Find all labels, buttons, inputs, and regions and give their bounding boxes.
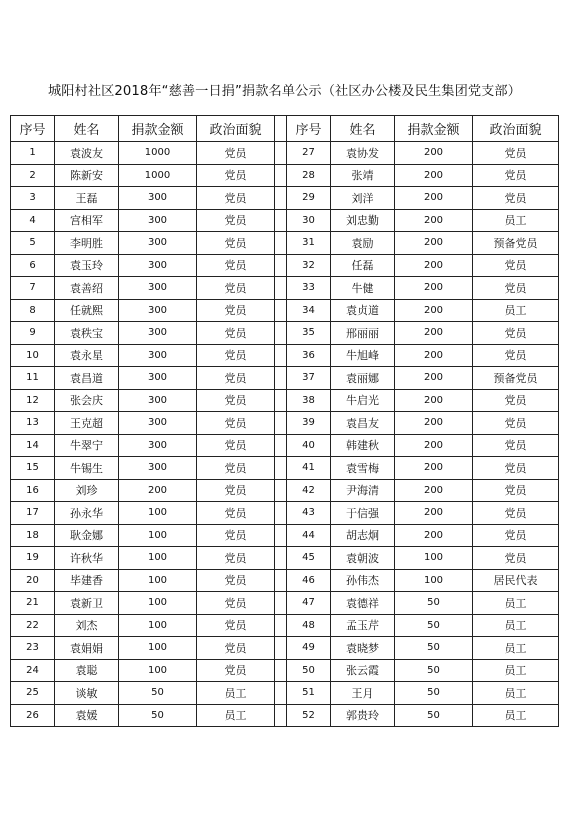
column-gap [275, 116, 287, 142]
donation-amount-cell-right: 100 [395, 547, 473, 570]
donation-amount-cell-left: 300 [119, 277, 197, 300]
donation-amount-cell-right: 200 [395, 524, 473, 547]
donor-name-cell-right: 袁雪梅 [331, 457, 395, 480]
index-cell-right: 36 [287, 344, 331, 367]
political-status-cell-right: 员工 [473, 704, 559, 727]
index-cell-left: 16 [11, 479, 55, 502]
header-name-right: 姓名 [331, 116, 395, 142]
header-amount-left: 捐款金额 [119, 116, 197, 142]
index-cell-right: 32 [287, 254, 331, 277]
donation-table [10, 115, 559, 727]
donation-amount-cell-left: 1000 [119, 142, 197, 165]
donor-name-cell-left: 袁媛 [55, 704, 119, 727]
index-cell-right: 38 [287, 389, 331, 412]
column-gap [275, 524, 287, 547]
table-row [11, 457, 559, 480]
political-status-cell-right: 居民代表 [473, 569, 559, 592]
index-cell-left: 21 [11, 592, 55, 615]
column-gap [275, 434, 287, 457]
donation-amount-cell-right: 200 [395, 232, 473, 255]
index-cell-right: 34 [287, 299, 331, 322]
donation-amount-cell-left: 100 [119, 637, 197, 660]
donor-name-cell-right: 胡志炯 [331, 524, 395, 547]
index-cell-left: 20 [11, 569, 55, 592]
column-gap [275, 367, 287, 390]
donor-name-cell-left: 孙永华 [55, 502, 119, 525]
political-status-cell-right: 员工 [473, 659, 559, 682]
donation-amount-cell-right: 200 [395, 502, 473, 525]
column-gap [275, 254, 287, 277]
index-cell-right: 44 [287, 524, 331, 547]
political-status-cell-left: 党员 [197, 637, 275, 660]
donation-amount-cell-right: 200 [395, 187, 473, 210]
donor-name-cell-right: 袁德祥 [331, 592, 395, 615]
page-title: 城阳村社区2018年“慈善一日捐”捐款名单公示（社区办公楼及民生集团党支部） [47, 84, 522, 99]
donation-amount-cell-left: 300 [119, 389, 197, 412]
table-row [11, 502, 559, 525]
political-status-cell-left: 党员 [197, 457, 275, 480]
donation-amount-cell-left: 100 [119, 592, 197, 615]
index-cell-left: 8 [11, 299, 55, 322]
political-status-cell-left: 党员 [197, 614, 275, 637]
index-cell-right: 30 [287, 209, 331, 232]
donor-name-cell-right: 牛健 [331, 277, 395, 300]
donor-name-cell-left: 王磊 [55, 187, 119, 210]
column-gap [275, 232, 287, 255]
donor-name-cell-left: 牛锡生 [55, 457, 119, 480]
index-cell-right: 45 [287, 547, 331, 570]
donor-name-cell-right: 郭贵玲 [331, 704, 395, 727]
donation-amount-cell-left: 300 [119, 187, 197, 210]
table-row [11, 592, 559, 615]
donation-amount-cell-left: 200 [119, 479, 197, 502]
political-status-cell-left: 党员 [197, 569, 275, 592]
donor-name-cell-right: 尹海清 [331, 479, 395, 502]
table-header-row [11, 116, 559, 142]
table-row [11, 569, 559, 592]
political-status-cell-left: 党员 [197, 479, 275, 502]
donation-amount-cell-left: 1000 [119, 164, 197, 187]
donor-name-cell-left: 袁善绍 [55, 277, 119, 300]
donor-name-cell-right: 牛启光 [331, 389, 395, 412]
donor-name-cell-right: 牛旭峰 [331, 344, 395, 367]
index-cell-right: 47 [287, 592, 331, 615]
political-status-cell-right: 党员 [473, 502, 559, 525]
political-status-cell-right: 党员 [473, 389, 559, 412]
donation-amount-cell-left: 100 [119, 547, 197, 570]
political-status-cell-left: 党员 [197, 502, 275, 525]
donor-name-cell-right: 任磊 [331, 254, 395, 277]
political-status-cell-left: 党员 [197, 592, 275, 615]
donor-name-cell-left: 刘珍 [55, 479, 119, 502]
column-gap [275, 412, 287, 435]
column-gap [275, 142, 287, 165]
table-row [11, 142, 559, 165]
index-cell-right: 39 [287, 412, 331, 435]
political-status-cell-left: 党员 [197, 434, 275, 457]
donor-name-cell-right: 孙伟杰 [331, 569, 395, 592]
index-cell-left: 19 [11, 547, 55, 570]
table-row [11, 479, 559, 502]
donation-amount-cell-right: 200 [395, 389, 473, 412]
donation-amount-cell-left: 100 [119, 569, 197, 592]
political-status-cell-right: 党员 [473, 164, 559, 187]
index-cell-right: 42 [287, 479, 331, 502]
index-cell-right: 50 [287, 659, 331, 682]
donation-amount-cell-left: 300 [119, 209, 197, 232]
index-cell-left: 24 [11, 659, 55, 682]
political-status-cell-right: 员工 [473, 299, 559, 322]
donation-amount-cell-right: 200 [395, 299, 473, 322]
index-cell-right: 40 [287, 434, 331, 457]
donor-name-cell-left: 袁波友 [55, 142, 119, 165]
donation-amount-cell-left: 100 [119, 659, 197, 682]
column-gap [275, 457, 287, 480]
donor-name-cell-right: 张云霞 [331, 659, 395, 682]
donor-name-cell-left: 谈敏 [55, 682, 119, 705]
table-row [11, 524, 559, 547]
column-gap [275, 682, 287, 705]
political-status-cell-right: 党员 [473, 142, 559, 165]
donation-amount-cell-left: 300 [119, 457, 197, 480]
political-status-cell-left: 党员 [197, 232, 275, 255]
donor-name-cell-left: 袁玉玲 [55, 254, 119, 277]
index-cell-right: 29 [287, 187, 331, 210]
political-status-cell-left: 党员 [197, 547, 275, 570]
donation-amount-cell-left: 50 [119, 704, 197, 727]
political-status-cell-right: 员工 [473, 614, 559, 637]
table-row [11, 614, 559, 637]
table-row [11, 412, 559, 435]
political-status-cell-left: 党员 [197, 277, 275, 300]
column-gap [275, 164, 287, 187]
donor-name-cell-left: 袁永星 [55, 344, 119, 367]
index-cell-left: 3 [11, 187, 55, 210]
column-gap [275, 614, 287, 637]
donation-amount-cell-right: 200 [395, 209, 473, 232]
donation-amount-cell-right: 50 [395, 637, 473, 660]
donor-name-cell-left: 陈新安 [55, 164, 119, 187]
donation-amount-cell-left: 300 [119, 412, 197, 435]
political-status-cell-right: 员工 [473, 682, 559, 705]
donation-amount-cell-left: 100 [119, 524, 197, 547]
index-cell-left: 13 [11, 412, 55, 435]
donor-name-cell-left: 毕建香 [55, 569, 119, 592]
donor-name-cell-left: 王克超 [55, 412, 119, 435]
political-status-cell-right: 员工 [473, 637, 559, 660]
table-row [11, 277, 559, 300]
donation-amount-cell-left: 100 [119, 614, 197, 637]
donation-amount-cell-left: 300 [119, 299, 197, 322]
index-cell-left: 18 [11, 524, 55, 547]
donation-amount-cell-right: 200 [395, 277, 473, 300]
index-cell-right: 41 [287, 457, 331, 480]
index-cell-right: 37 [287, 367, 331, 390]
donation-amount-cell-right: 100 [395, 569, 473, 592]
donor-name-cell-left: 任就熙 [55, 299, 119, 322]
index-cell-right: 48 [287, 614, 331, 637]
header-political-status-left: 政治面貌 [197, 116, 275, 142]
column-gap [275, 187, 287, 210]
political-status-cell-right: 党员 [473, 457, 559, 480]
index-cell-right: 35 [287, 322, 331, 345]
index-cell-left: 4 [11, 209, 55, 232]
political-status-cell-right: 员工 [473, 209, 559, 232]
donor-name-cell-right: 王月 [331, 682, 395, 705]
index-cell-right: 51 [287, 682, 331, 705]
column-gap [275, 209, 287, 232]
index-cell-right: 28 [287, 164, 331, 187]
political-status-cell-left: 党员 [197, 209, 275, 232]
donation-amount-cell-right: 50 [395, 592, 473, 615]
column-gap [275, 704, 287, 727]
donor-name-cell-left: 袁新卫 [55, 592, 119, 615]
donation-amount-cell-right: 200 [395, 412, 473, 435]
donation-amount-cell-left: 50 [119, 682, 197, 705]
table-row [11, 704, 559, 727]
donor-name-cell-right: 韩建秋 [331, 434, 395, 457]
index-cell-right: 33 [287, 277, 331, 300]
political-status-cell-left: 党员 [197, 344, 275, 367]
political-status-cell-left: 党员 [197, 254, 275, 277]
index-cell-left: 1 [11, 142, 55, 165]
donation-amount-cell-left: 300 [119, 367, 197, 390]
table-row [11, 344, 559, 367]
donor-name-cell-right: 袁贞道 [331, 299, 395, 322]
donor-name-cell-left: 张会庆 [55, 389, 119, 412]
table-row [11, 232, 559, 255]
political-status-cell-left: 党员 [197, 164, 275, 187]
political-status-cell-left: 员工 [197, 704, 275, 727]
header-index-right: 序号 [287, 116, 331, 142]
index-cell-left: 26 [11, 704, 55, 727]
donor-name-cell-left: 宫相军 [55, 209, 119, 232]
political-status-cell-right: 员工 [473, 592, 559, 615]
donation-amount-cell-right: 200 [395, 457, 473, 480]
index-cell-left: 2 [11, 164, 55, 187]
index-cell-left: 6 [11, 254, 55, 277]
column-gap [275, 659, 287, 682]
donor-name-cell-right: 邢丽丽 [331, 322, 395, 345]
donor-name-cell-right: 袁昌友 [331, 412, 395, 435]
index-cell-right: 27 [287, 142, 331, 165]
table-row [11, 547, 559, 570]
political-status-cell-right: 党员 [473, 547, 559, 570]
donation-amount-cell-right: 200 [395, 434, 473, 457]
table-row [11, 367, 559, 390]
index-cell-left: 15 [11, 457, 55, 480]
column-gap [275, 569, 287, 592]
index-cell-left: 25 [11, 682, 55, 705]
column-gap [275, 547, 287, 570]
index-cell-left: 5 [11, 232, 55, 255]
political-status-cell-right: 党员 [473, 344, 559, 367]
donor-name-cell-right: 袁晓梦 [331, 637, 395, 660]
political-status-cell-left: 党员 [197, 187, 275, 210]
donation-amount-cell-right: 200 [395, 479, 473, 502]
column-gap [275, 322, 287, 345]
donor-name-cell-left: 袁聪 [55, 659, 119, 682]
political-status-cell-left: 党员 [197, 299, 275, 322]
table-row [11, 389, 559, 412]
column-gap [275, 389, 287, 412]
donor-name-cell-left: 李明胜 [55, 232, 119, 255]
table-row [11, 322, 559, 345]
donor-name-cell-right: 袁协发 [331, 142, 395, 165]
donation-amount-cell-left: 300 [119, 232, 197, 255]
table-body [11, 142, 559, 727]
political-status-cell-right: 党员 [473, 479, 559, 502]
index-cell-left: 23 [11, 637, 55, 660]
index-cell-left: 7 [11, 277, 55, 300]
table-row [11, 164, 559, 187]
donor-name-cell-right: 刘忠勤 [331, 209, 395, 232]
donor-name-cell-left: 袁秩宝 [55, 322, 119, 345]
index-cell-right: 43 [287, 502, 331, 525]
donor-name-cell-left: 袁娟娟 [55, 637, 119, 660]
donation-amount-cell-right: 50 [395, 614, 473, 637]
index-cell-left: 22 [11, 614, 55, 637]
table-row [11, 637, 559, 660]
index-cell-right: 31 [287, 232, 331, 255]
donation-amount-cell-left: 100 [119, 502, 197, 525]
donor-name-cell-right: 孟玉芹 [331, 614, 395, 637]
donation-amount-cell-right: 200 [395, 367, 473, 390]
political-status-cell-left: 党员 [197, 412, 275, 435]
donor-name-cell-right: 刘洋 [331, 187, 395, 210]
table-row [11, 209, 559, 232]
donor-name-cell-right: 袁励 [331, 232, 395, 255]
index-cell-right: 49 [287, 637, 331, 660]
political-status-cell-left: 党员 [197, 659, 275, 682]
donor-name-cell-right: 袁朝波 [331, 547, 395, 570]
political-status-cell-right: 预备党员 [473, 367, 559, 390]
column-gap [275, 344, 287, 367]
table-row [11, 434, 559, 457]
donation-amount-cell-left: 300 [119, 254, 197, 277]
index-cell-left: 14 [11, 434, 55, 457]
political-status-cell-right: 党员 [473, 412, 559, 435]
index-cell-left: 12 [11, 389, 55, 412]
political-status-cell-left: 党员 [197, 322, 275, 345]
header-amount-right: 捐款金额 [395, 116, 473, 142]
index-cell-left: 17 [11, 502, 55, 525]
political-status-cell-right: 党员 [473, 434, 559, 457]
column-gap [275, 277, 287, 300]
donation-amount-cell-right: 200 [395, 164, 473, 187]
header-political-status-right: 政治面貌 [473, 116, 559, 142]
political-status-cell-right: 党员 [473, 254, 559, 277]
political-status-cell-left: 党员 [197, 367, 275, 390]
political-status-cell-left: 员工 [197, 682, 275, 705]
donor-name-cell-right: 张靖 [331, 164, 395, 187]
donation-amount-cell-right: 200 [395, 322, 473, 345]
political-status-cell-right: 党员 [473, 524, 559, 547]
political-status-cell-left: 党员 [197, 524, 275, 547]
political-status-cell-right: 党员 [473, 187, 559, 210]
index-cell-left: 11 [11, 367, 55, 390]
table-row [11, 299, 559, 322]
table-row [11, 254, 559, 277]
donation-amount-cell-right: 50 [395, 704, 473, 727]
donation-amount-cell-left: 300 [119, 434, 197, 457]
donor-name-cell-right: 于信强 [331, 502, 395, 525]
donation-amount-cell-right: 50 [395, 682, 473, 705]
column-gap [275, 479, 287, 502]
donation-amount-cell-left: 300 [119, 344, 197, 367]
header-index-left: 序号 [11, 116, 55, 142]
donation-amount-cell-right: 200 [395, 344, 473, 367]
political-status-cell-right: 党员 [473, 277, 559, 300]
donation-amount-cell-right: 200 [395, 142, 473, 165]
column-gap [275, 502, 287, 525]
political-status-cell-left: 党员 [197, 142, 275, 165]
political-status-cell-left: 党员 [197, 389, 275, 412]
table-row [11, 659, 559, 682]
table-row [11, 187, 559, 210]
donor-name-cell-left: 耿金娜 [55, 524, 119, 547]
column-gap [275, 299, 287, 322]
index-cell-right: 52 [287, 704, 331, 727]
donor-name-cell-right: 袁丽娜 [331, 367, 395, 390]
donation-amount-cell-left: 300 [119, 322, 197, 345]
index-cell-left: 9 [11, 322, 55, 345]
political-status-cell-right: 党员 [473, 322, 559, 345]
donor-name-cell-left: 牛翠宁 [55, 434, 119, 457]
donor-name-cell-left: 袁昌道 [55, 367, 119, 390]
index-cell-right: 46 [287, 569, 331, 592]
column-gap [275, 592, 287, 615]
political-status-cell-right: 预备党员 [473, 232, 559, 255]
index-cell-left: 10 [11, 344, 55, 367]
column-gap [275, 637, 287, 660]
donor-name-cell-left: 许秋华 [55, 547, 119, 570]
table-row [11, 682, 559, 705]
donation-amount-cell-right: 50 [395, 659, 473, 682]
header-name-left: 姓名 [55, 116, 119, 142]
donor-name-cell-left: 刘杰 [55, 614, 119, 637]
donation-amount-cell-right: 200 [395, 254, 473, 277]
